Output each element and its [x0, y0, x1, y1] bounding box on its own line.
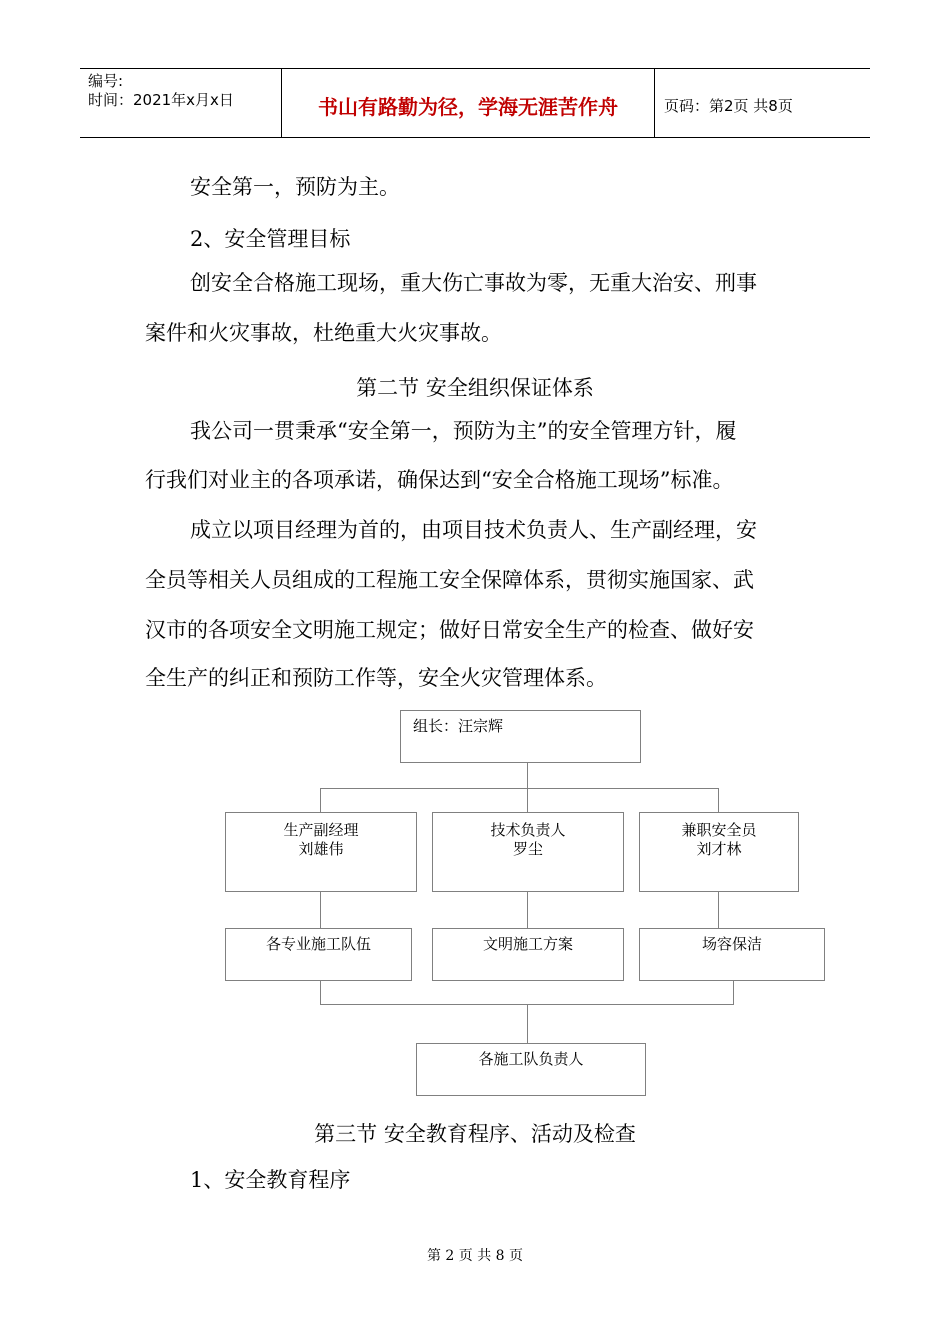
header-divider	[654, 69, 655, 137]
connector-line	[718, 788, 719, 813]
org-node-name: 罗尘	[512, 840, 543, 858]
connector-line	[718, 891, 719, 928]
body-line: 我公司一贯秉承“安全第一，预防为主”的安全管理方针，履	[190, 419, 737, 443]
org-node-teams	[225, 928, 412, 981]
org-node-name: 刘才林	[696, 840, 742, 858]
section-heading: 第三节 安全教育程序、活动及检查	[314, 1122, 636, 1146]
org-node-title: 生产副经理	[283, 821, 359, 839]
org-node-production	[225, 812, 417, 892]
section-heading: 第二节 安全组织保证体系	[356, 376, 594, 400]
page-footer: 第 2 页 共 8 页	[426, 1248, 524, 1264]
org-node-team-leaders	[416, 1043, 646, 1096]
connector-line	[527, 1004, 528, 1044]
document-header	[80, 68, 870, 138]
body-line: 行我们对业主的各项承诺，确保达到“安全合格施工现场”标准。	[145, 468, 734, 492]
section-item: 2、安全管理目标	[190, 227, 351, 251]
connector-line	[527, 788, 528, 813]
body-line: 全员等相关人员组成的工程施工安全保障体系，贯彻实施国家、武	[145, 568, 754, 592]
org-node-site-cleaning	[639, 928, 825, 981]
org-node-label: 各专业施工队伍	[265, 935, 371, 953]
section-item: 1、安全教育程序	[190, 1168, 351, 1192]
connector-line	[320, 788, 321, 813]
connector-line	[320, 891, 321, 928]
header-motto: 书山有路勤为径，学海无涯苦作舟	[318, 95, 618, 119]
header-page-info: 页码：第2页 共8页	[664, 97, 793, 115]
org-node-label: 文明施工方案	[482, 935, 573, 953]
date-label: 时间：2021年x月x日	[88, 91, 234, 109]
connector-line	[527, 762, 528, 788]
body-line: 成立以项目经理为首的，由项目技术负责人、生产副经理，安	[190, 518, 757, 542]
body-line: 全生产的纠正和预防工作等，安全火灾管理体系。	[145, 666, 607, 690]
connector-line	[527, 891, 528, 928]
connector-line	[320, 788, 719, 789]
connector-line	[733, 980, 734, 1004]
org-node-title: 技术负责人	[490, 821, 566, 839]
number-label: 编号:	[88, 72, 124, 90]
connector-line	[320, 980, 321, 1004]
org-node-title: 兼职安全员	[681, 821, 757, 839]
org-node-label: 各施工队负责人	[478, 1050, 584, 1068]
org-leader-box	[400, 710, 641, 763]
body-line: 汉市的各项安全文明施工规定；做好日常安全生产的检查、做好安	[145, 618, 754, 642]
org-node-safety	[639, 812, 799, 892]
body-line: 创安全合格施工现场，重大伤亡事故为零，无重大治安、刑事	[190, 271, 757, 295]
body-line: 安全第一，预防为主。	[190, 175, 400, 199]
header-left-cell	[88, 72, 234, 110]
body-line: 案件和火灾事故，杜绝重大火灾事故。	[145, 321, 502, 345]
org-node-civil-plan	[432, 928, 624, 981]
org-node-label: 场容保洁	[701, 935, 762, 953]
org-leader-label: 组长：汪宗辉	[413, 717, 504, 735]
org-node-technical	[432, 812, 624, 892]
org-node-name: 刘雄伟	[298, 840, 344, 858]
